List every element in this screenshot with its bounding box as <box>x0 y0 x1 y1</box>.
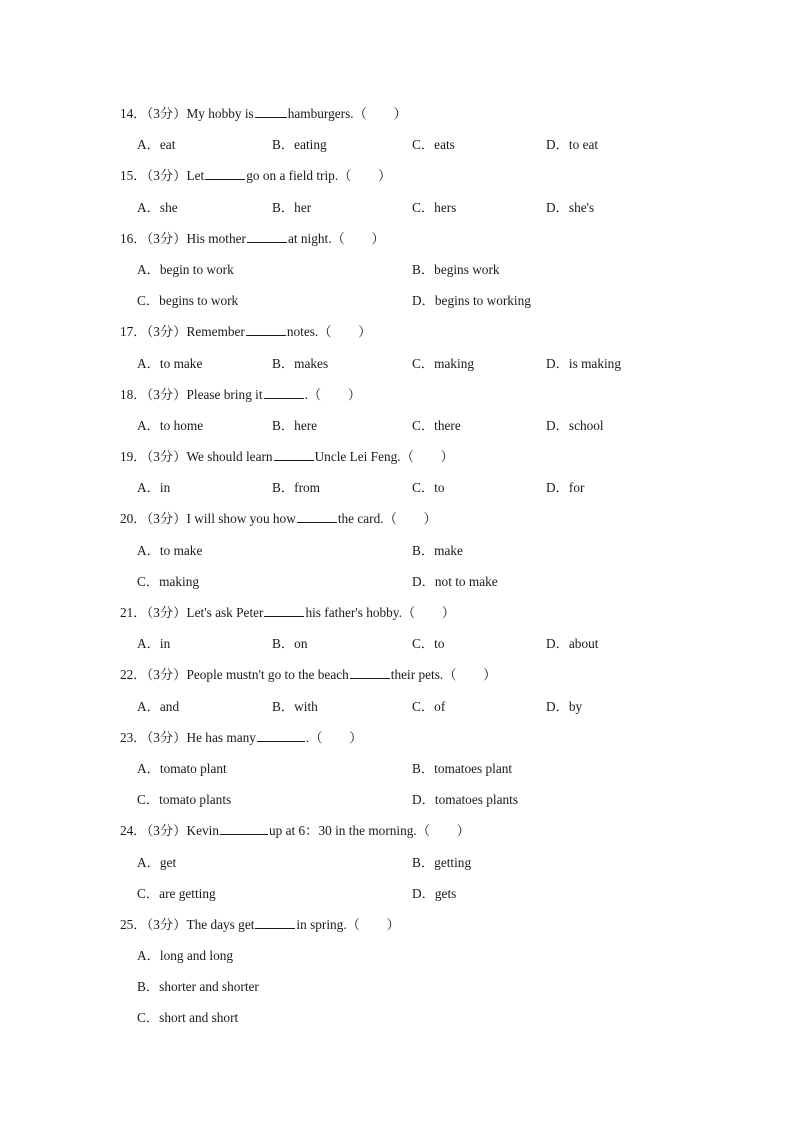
answer-option[interactable]: C．making <box>137 573 200 589</box>
answer-option[interactable]: A．in <box>137 636 171 652</box>
options-row <box>0 129 794 160</box>
answer-option[interactable]: C．begins to work <box>137 293 239 309</box>
answer-option[interactable]: B．makes <box>272 355 329 371</box>
answer-option[interactable]: C．eats <box>412 137 455 153</box>
question-stem <box>0 909 794 940</box>
options-row <box>0 878 794 909</box>
question-stem <box>0 316 794 347</box>
answer-option[interactable]: D．for <box>546 480 585 496</box>
question-stem <box>0 503 794 534</box>
question-text: 19．（3分）We should learn <box>120 449 273 465</box>
answer-blank <box>205 166 245 180</box>
question-text: 18．（3分）Please bring it <box>120 386 263 402</box>
answer-option[interactable]: B．shorter and shorter <box>137 979 259 995</box>
answer-option[interactable]: D．to eat <box>546 137 599 153</box>
question-text-continued: Uncle Lei Feng.（ ） <box>314 449 454 465</box>
options-row <box>0 254 794 285</box>
answer-blank <box>264 603 304 617</box>
answer-option[interactable]: A．to make <box>137 542 203 558</box>
question-text-continued: in spring.（ ） <box>296 916 400 932</box>
question-list <box>0 98 794 1034</box>
answer-option[interactable]: A．tomato plant <box>137 760 227 776</box>
answer-option[interactable]: C．making <box>412 355 475 371</box>
answer-option[interactable]: B．on <box>272 636 308 652</box>
answer-blank <box>255 104 287 118</box>
question-stem <box>0 223 794 254</box>
options-row <box>0 784 794 815</box>
answer-option[interactable]: B．tomatoes plant <box>412 760 513 776</box>
answer-option[interactable]: A．and <box>137 698 180 714</box>
question-text-continued: .（ ） <box>305 729 363 745</box>
question-text: 22．（3分）People mustn't go to the beach <box>120 667 349 683</box>
answer-option[interactable]: A．to home <box>137 417 204 433</box>
answer-option[interactable]: A．in <box>137 480 171 496</box>
answer-option[interactable]: D．not to make <box>412 573 498 589</box>
question-text-continued: go on a field trip.（ ） <box>246 168 392 184</box>
question-stem <box>0 722 794 753</box>
answer-blank <box>246 322 286 336</box>
answer-blank <box>220 821 268 835</box>
answer-blank <box>255 915 295 929</box>
question-text-continued: their pets.（ ） <box>390 667 497 683</box>
options-row <box>0 410 794 441</box>
question-text: 25．（3分）The days get <box>120 916 255 932</box>
answer-option[interactable]: B．here <box>272 417 318 433</box>
answer-option[interactable]: D．gets <box>412 885 457 901</box>
answer-option[interactable]: A．get <box>137 854 177 870</box>
answer-option[interactable]: B．her <box>272 199 312 215</box>
answer-option[interactable]: B．make <box>412 542 463 558</box>
answer-blank <box>350 665 390 679</box>
answer-option[interactable]: C．tomato plants <box>137 792 232 808</box>
options-row <box>0 753 794 784</box>
answer-option[interactable]: D．is making <box>546 355 621 371</box>
answer-option[interactable]: C．are getting <box>137 885 216 901</box>
answer-option[interactable]: A．eat <box>137 137 176 153</box>
answer-option[interactable]: C．short and short <box>137 1010 239 1026</box>
question-text-continued: the card.（ ） <box>337 511 437 527</box>
question-stem <box>0 379 794 410</box>
question-stem <box>0 98 794 129</box>
question-text-continued: up at 6：30 in the morning.（ ） <box>268 823 470 839</box>
options-row <box>0 348 794 379</box>
question-text: 17．（3分）Remember <box>120 324 245 340</box>
options-row <box>0 940 794 971</box>
answer-option[interactable]: A．long and long <box>137 948 234 964</box>
answer-option[interactable]: D．about <box>546 636 599 652</box>
answer-option[interactable]: C．of <box>412 698 446 714</box>
answer-option[interactable]: D．by <box>546 698 583 714</box>
question-text: 24．（3分）Kevin <box>120 823 219 839</box>
question-text-continued: hamburgers.（ ） <box>287 106 407 121</box>
question-text: 23．（3分）He has many <box>120 729 256 745</box>
answer-blank <box>247 229 287 243</box>
answer-option[interactable]: C．hers <box>412 199 457 215</box>
answer-blank <box>274 447 314 461</box>
options-row <box>0 847 794 878</box>
answer-blank <box>297 509 337 523</box>
answer-option[interactable]: A．begin to work <box>137 261 234 277</box>
question-stem <box>0 441 794 472</box>
question-stem <box>0 659 794 690</box>
question-stem <box>0 160 794 191</box>
answer-option[interactable]: C．to <box>412 480 445 496</box>
answer-option[interactable]: A．she <box>137 199 178 215</box>
question-text: 15．（3分）Let <box>120 168 205 184</box>
question-text: 21．（3分）Let's ask Peter <box>120 605 264 620</box>
answer-option[interactable]: B．getting <box>412 854 472 870</box>
question-text-continued: notes.（ ） <box>286 324 372 340</box>
options-row <box>0 192 794 223</box>
question-text-continued: his father's hobby.（ ） <box>305 605 456 620</box>
question-text: 16．（3分）His mother <box>120 230 246 246</box>
question-stem <box>0 815 794 846</box>
question-text: 14．（3分）My hobby is <box>120 106 254 121</box>
answer-option[interactable]: B．eating <box>272 137 327 153</box>
answer-blank <box>257 728 305 742</box>
options-row <box>0 285 794 316</box>
answer-option[interactable]: D．begins to working <box>412 293 531 309</box>
answer-option[interactable]: A．to make <box>137 355 203 371</box>
answer-option[interactable]: B．begins work <box>412 261 500 277</box>
options-row <box>0 1002 794 1033</box>
answer-option[interactable]: D．tomatoes plants <box>412 792 518 808</box>
options-row <box>0 971 794 1002</box>
options-row <box>0 566 794 597</box>
answer-option[interactable]: D．she's <box>546 199 595 215</box>
options-row <box>0 535 794 566</box>
answer-blank <box>264 385 304 399</box>
answer-option[interactable]: C．to <box>412 636 445 652</box>
answer-option[interactable]: D．school <box>546 417 604 433</box>
answer-option[interactable]: B．from <box>272 480 321 496</box>
question-text: 20．（3分）I will show you how <box>120 511 296 527</box>
options-row <box>0 472 794 503</box>
answer-option[interactable]: B．with <box>272 698 318 714</box>
options-row <box>0 691 794 722</box>
question-stem <box>0 597 794 628</box>
question-text-continued: .（ ） <box>304 386 362 402</box>
answer-option[interactable]: C．there <box>412 417 461 433</box>
question-text-continued: at night.（ ） <box>287 230 385 246</box>
options-row <box>0 628 794 659</box>
